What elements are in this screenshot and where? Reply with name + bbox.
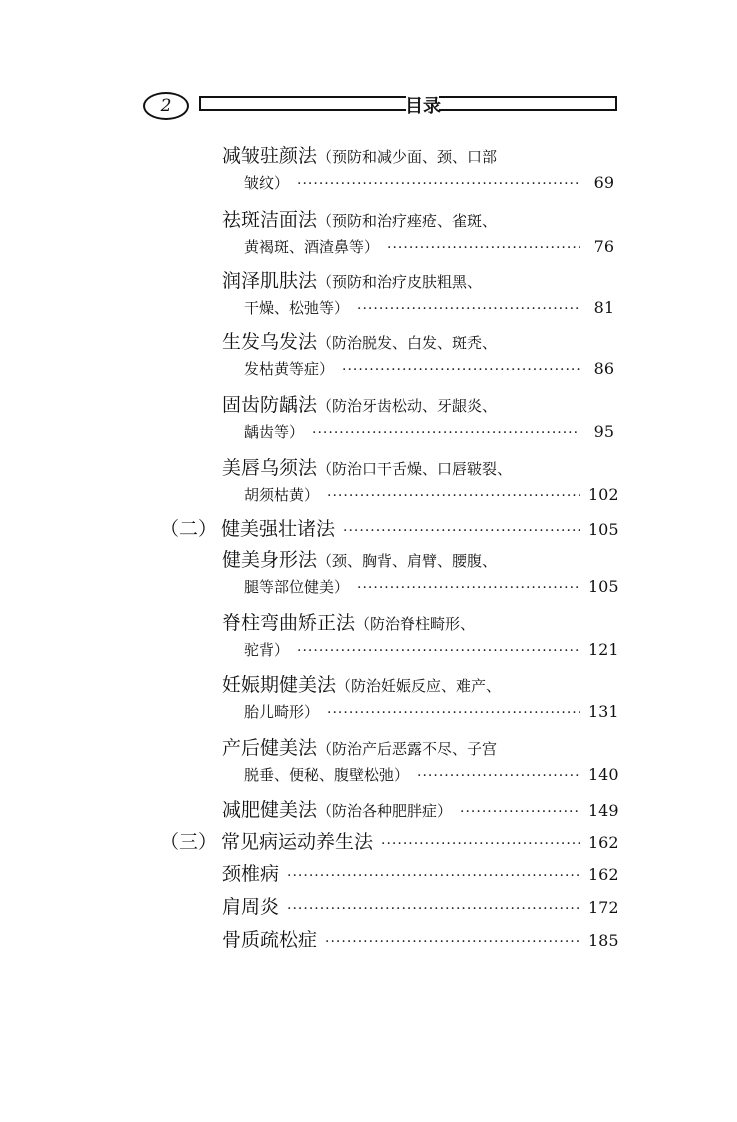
entry-page-number: 105 bbox=[588, 577, 619, 596]
leader-dots bbox=[312, 425, 580, 441]
toc-entry-page-line[interactable] bbox=[244, 172, 614, 193]
page-header bbox=[143, 92, 619, 118]
entry-page-number: 131 bbox=[588, 702, 619, 721]
entry-note: （防治产后恶露不尽、子宫 bbox=[317, 740, 498, 758]
toc-entry-title-line[interactable] bbox=[222, 608, 475, 635]
entry-page-number: 172 bbox=[588, 898, 619, 917]
leader-dots bbox=[357, 301, 580, 317]
toc-entry-page-line[interactable] bbox=[244, 484, 619, 505]
entry-title: 颈椎病 bbox=[222, 863, 280, 885]
toc-entry-title-line[interactable] bbox=[222, 390, 497, 417]
toc-entry-page-line[interactable] bbox=[244, 421, 614, 442]
leader-dots bbox=[387, 240, 580, 256]
entry-page-number: 162 bbox=[588, 865, 619, 884]
leader-dots bbox=[342, 362, 580, 378]
toc-entry-title-line[interactable] bbox=[222, 670, 501, 697]
entry-page-number: 86 bbox=[593, 359, 614, 378]
leader-dots bbox=[327, 705, 580, 721]
entry-title: 润泽肌肤法 bbox=[222, 270, 318, 292]
entry-note-cont: 龋齿等） bbox=[244, 423, 305, 441]
leader-dots bbox=[327, 488, 580, 504]
entry-page-number: 105 bbox=[588, 520, 619, 539]
toc-entry-title-line[interactable] bbox=[222, 453, 512, 480]
entry-page-number: 162 bbox=[588, 833, 619, 852]
entry-title: 妊娠期健美法 bbox=[222, 674, 337, 696]
entry-page-number: 69 bbox=[593, 173, 614, 192]
entry-page-number: 95 bbox=[593, 422, 614, 441]
leader-dots bbox=[381, 836, 580, 852]
section-title: 健美强壮诸法 bbox=[221, 518, 336, 540]
entry-note: （预防和治疗痤疮、雀斑、 bbox=[317, 212, 498, 230]
entry-note: （防治脊柱畸形、 bbox=[355, 615, 476, 633]
entry-note-cont: 胡须枯黄） bbox=[244, 486, 320, 504]
entry-title: 生发乌发法 bbox=[222, 331, 318, 353]
leader-dots bbox=[417, 768, 580, 784]
entry-title: 骨质疏松症 bbox=[222, 929, 318, 951]
entry-note-cont: 干燥、松弛等） bbox=[244, 299, 350, 317]
entry-title: 减肥健美法 bbox=[222, 799, 318, 821]
leader-dots bbox=[343, 523, 580, 539]
entry-page-number: 102 bbox=[588, 485, 619, 504]
toc-entry-line[interactable] bbox=[222, 795, 619, 822]
entry-page-number: 121 bbox=[588, 640, 619, 659]
leader-dots bbox=[287, 868, 580, 884]
toc-entry-title-line[interactable] bbox=[222, 733, 497, 760]
leader-dots bbox=[297, 176, 580, 192]
toc-entry-page-line[interactable] bbox=[244, 297, 614, 318]
entry-page-number: 76 bbox=[593, 237, 614, 256]
leader-dots bbox=[460, 804, 580, 820]
entry-note-cont: 驼背） bbox=[244, 641, 290, 659]
entry-title: 祛斑洁面法 bbox=[222, 209, 318, 231]
page-number: 2 bbox=[160, 96, 172, 116]
entry-note-cont: 皱纹） bbox=[244, 174, 290, 192]
entry-note: （防治口干舌燥、口唇皲裂、 bbox=[317, 460, 513, 478]
section-label: （二） bbox=[160, 518, 218, 540]
entry-title: 肩周炎 bbox=[222, 896, 280, 918]
entry-title: 减皱驻颜法 bbox=[222, 145, 318, 167]
entry-note-cont: 黄褐斑、酒渣鼻等） bbox=[244, 238, 380, 256]
entry-title: 产后健美法 bbox=[222, 737, 318, 759]
entry-page-number: 81 bbox=[593, 298, 614, 317]
toc-entry-page-line[interactable] bbox=[244, 358, 614, 379]
entry-note: （防治牙齿松动、牙龈炎、 bbox=[317, 397, 498, 415]
entry-note: （颈、胸背、肩臂、腰腹、 bbox=[317, 552, 498, 570]
toc-entry-title-line[interactable] bbox=[222, 545, 497, 572]
page-number-badge bbox=[143, 92, 189, 120]
entry-page-number: 149 bbox=[588, 801, 619, 820]
entry-note: （防治脱发、白发、斑秃、 bbox=[317, 334, 498, 352]
entry-note: （防治妊娠反应、难产、 bbox=[336, 677, 502, 695]
toc-entry-title-line[interactable] bbox=[222, 266, 482, 293]
entry-note-cont: 胎儿畸形） bbox=[244, 703, 320, 721]
toc-entry-page-line[interactable] bbox=[244, 576, 619, 597]
toc-entry-page-line[interactable] bbox=[244, 236, 614, 257]
toc-entry-page-line[interactable] bbox=[244, 764, 619, 785]
entry-title: 健美身形法 bbox=[222, 549, 318, 571]
toc-entry-line[interactable] bbox=[222, 925, 619, 952]
toc-entry-page-line[interactable] bbox=[244, 701, 619, 722]
toc-entry-line[interactable] bbox=[222, 892, 619, 919]
entry-title: 固齿防龋法 bbox=[222, 394, 318, 416]
toc-section-line[interactable] bbox=[160, 514, 619, 541]
section-label: （三） bbox=[160, 831, 218, 853]
toc-entry-title-line[interactable] bbox=[222, 141, 497, 168]
entry-title: 美唇乌须法 bbox=[222, 457, 318, 479]
toc-entry-title-line[interactable] bbox=[222, 327, 497, 354]
toc-entry-page-line[interactable] bbox=[244, 639, 619, 660]
header-rule-right bbox=[439, 96, 617, 111]
toc-entry-line[interactable] bbox=[222, 859, 619, 886]
toc-entry-title-line[interactable] bbox=[222, 205, 497, 232]
entry-page-number: 140 bbox=[588, 765, 619, 784]
toc-section-line[interactable] bbox=[160, 827, 619, 854]
entry-note: （预防和治疗皮肤粗黑、 bbox=[317, 273, 483, 291]
section-title: 常见病运动养生法 bbox=[221, 831, 374, 853]
entry-note-cont: 腿等部位健美） bbox=[244, 578, 350, 596]
header-rule-left bbox=[199, 96, 406, 111]
leader-dots bbox=[357, 580, 580, 596]
entry-title: 脊柱弯曲矫正法 bbox=[222, 612, 356, 634]
entry-note: （预防和减少面、颈、口部 bbox=[317, 148, 498, 166]
entry-note-cont: 发枯黄等症） bbox=[244, 360, 335, 378]
entry-note: （防治各种肥胖症） bbox=[317, 802, 453, 820]
entry-note-cont: 脱垂、便秘、腹壁松弛） bbox=[244, 766, 410, 784]
header-title: 目录 bbox=[405, 96, 441, 117]
leader-dots bbox=[287, 901, 580, 917]
leader-dots bbox=[325, 934, 580, 950]
leader-dots bbox=[297, 643, 580, 659]
entry-page-number: 185 bbox=[588, 931, 619, 950]
